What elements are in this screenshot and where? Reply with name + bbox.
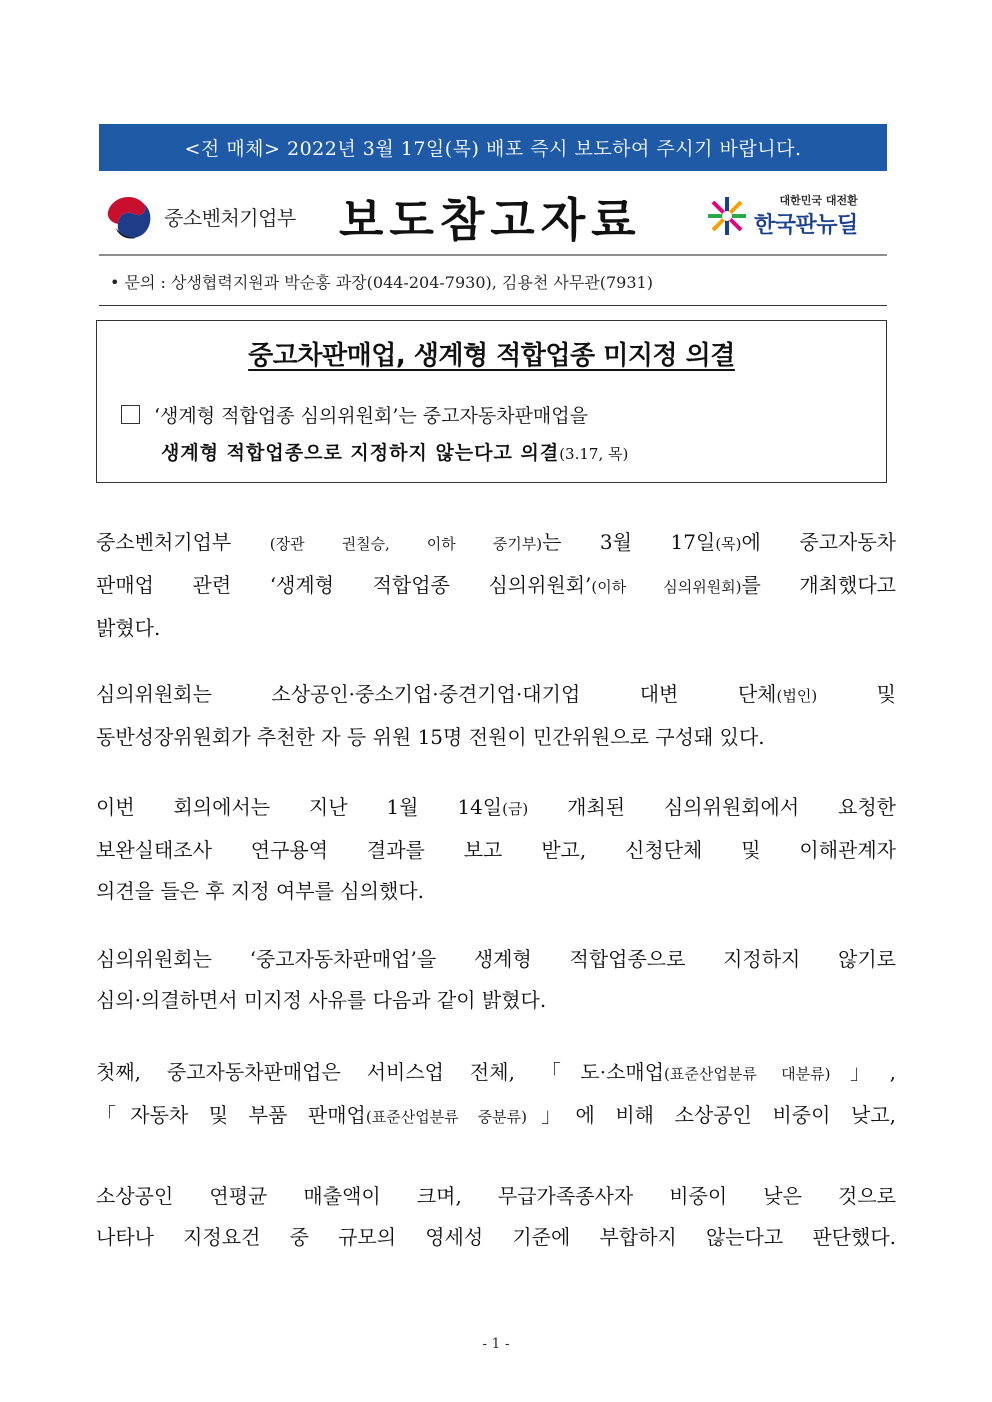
paragraph-line: 보완실태조사 연구용역 결과를 보고 받고, 신청단체 및 이해관계자 [96, 838, 896, 862]
paragraph-5 [96, 1052, 896, 1138]
paragraph-line: 「자동차 및 부품 판매업(표준산업분류 중분류)」에 비해 소상공인 비중이 낮고, [96, 1103, 896, 1127]
paragraph-line: 중소벤처기업부 (장관 권칠승, 이하 중기부)는 3월 17일(목)에 중고자동차 [96, 530, 896, 554]
paragraph-line: 첫째, 중고자동차판매업은 서비스업 전체, 「도·소매업(표준산업분류 대분류)」, [96, 1060, 896, 1084]
paragraph-line: 심의위원회는 ‘중고자동차판매업’을 생계형 적합업종으로 지정하지 않기로 [96, 947, 896, 971]
paragraph-line: 동반성장위원회가 추천한 자 등 위원 15명 전원이 민간위원으로 구성돼 있다. [96, 725, 765, 749]
paragraph-line: 소상공인 연평균 매출액이 크며, 무급가족종사자 비중이 낮은 것으로 [96, 1184, 896, 1208]
headline-text: 중고차판매업, 생계형 적합업종 미지정 의결 [248, 341, 735, 371]
summary-date: (3.17, 목) [559, 445, 629, 463]
paragraph-line: 판매업 관련 ‘생계형 적합업종 심의위원회’(이하 심의위원회)를 개최했다고 [96, 573, 896, 597]
paragraph-3 [96, 787, 896, 912]
distribution-banner [99, 124, 887, 171]
contact-info: • 문의 : 상생협력지원과 박순홍 과장(044-204-7930), 김용천 사무관(7931) [110, 273, 653, 292]
paragraph-line: 심의·의결하면서 미지정 사유를 다음과 같이 밝혔다. [96, 988, 547, 1012]
document-header [99, 178, 887, 254]
contact-divider [99, 305, 887, 306]
paragraph-1 [96, 522, 896, 649]
ministry-name: 중소벤처기업부 [164, 205, 296, 230]
new-deal-tagline: 대한민국 대전환 [779, 194, 858, 207]
new-deal-name: 한국판뉴딜 [754, 213, 858, 238]
summary-line-2 [161, 438, 628, 465]
taegeuk-emblem-icon [104, 190, 156, 242]
ministry-logo [104, 190, 296, 242]
new-deal-star-icon [704, 193, 750, 239]
paragraph-line: 의견을 들은 후 지정 여부를 심의했다. [96, 879, 424, 903]
page-number: - 1 - [482, 1336, 510, 1352]
paragraph-6 [96, 1176, 896, 1258]
summary-box [96, 320, 887, 483]
header-divider [99, 254, 887, 256]
headline [97, 335, 886, 372]
summary-line-1 [121, 401, 588, 428]
paragraph-line: 이번 회의에서는 지난 1월 14일(금) 개최된 심의위원회에서 요청한 [96, 795, 897, 819]
summary-text-1: ‘생계형 적합업종 심의위원회’는 중고자동차판매업을 [154, 405, 588, 427]
paragraph-line: 밝혔다. [96, 616, 161, 640]
korean-new-deal-logo [704, 192, 858, 239]
bullet-box-icon [121, 405, 140, 424]
document-type-title: 보도참고자료 [339, 193, 642, 247]
summary-bold-text: 생계형 적합업종으로 지정하지 않는다고 의결 [161, 442, 560, 464]
banner-text: <전 매체> 2022년 3월 17일(목) 배포 즉시 보도하여 주시기 바랍니다. [184, 138, 802, 160]
paragraph-line: 나타나 지정요건 중 규모의 영세성 기준에 부합하지 않는다고 판단했다. [96, 1225, 896, 1249]
paragraph-line: 심의위원회는 소상공인·중소기업·중견기업·대기업 대변 단체(법인) 및 [96, 682, 896, 706]
paragraph-2 [96, 674, 896, 758]
paragraph-4 [96, 939, 896, 1021]
